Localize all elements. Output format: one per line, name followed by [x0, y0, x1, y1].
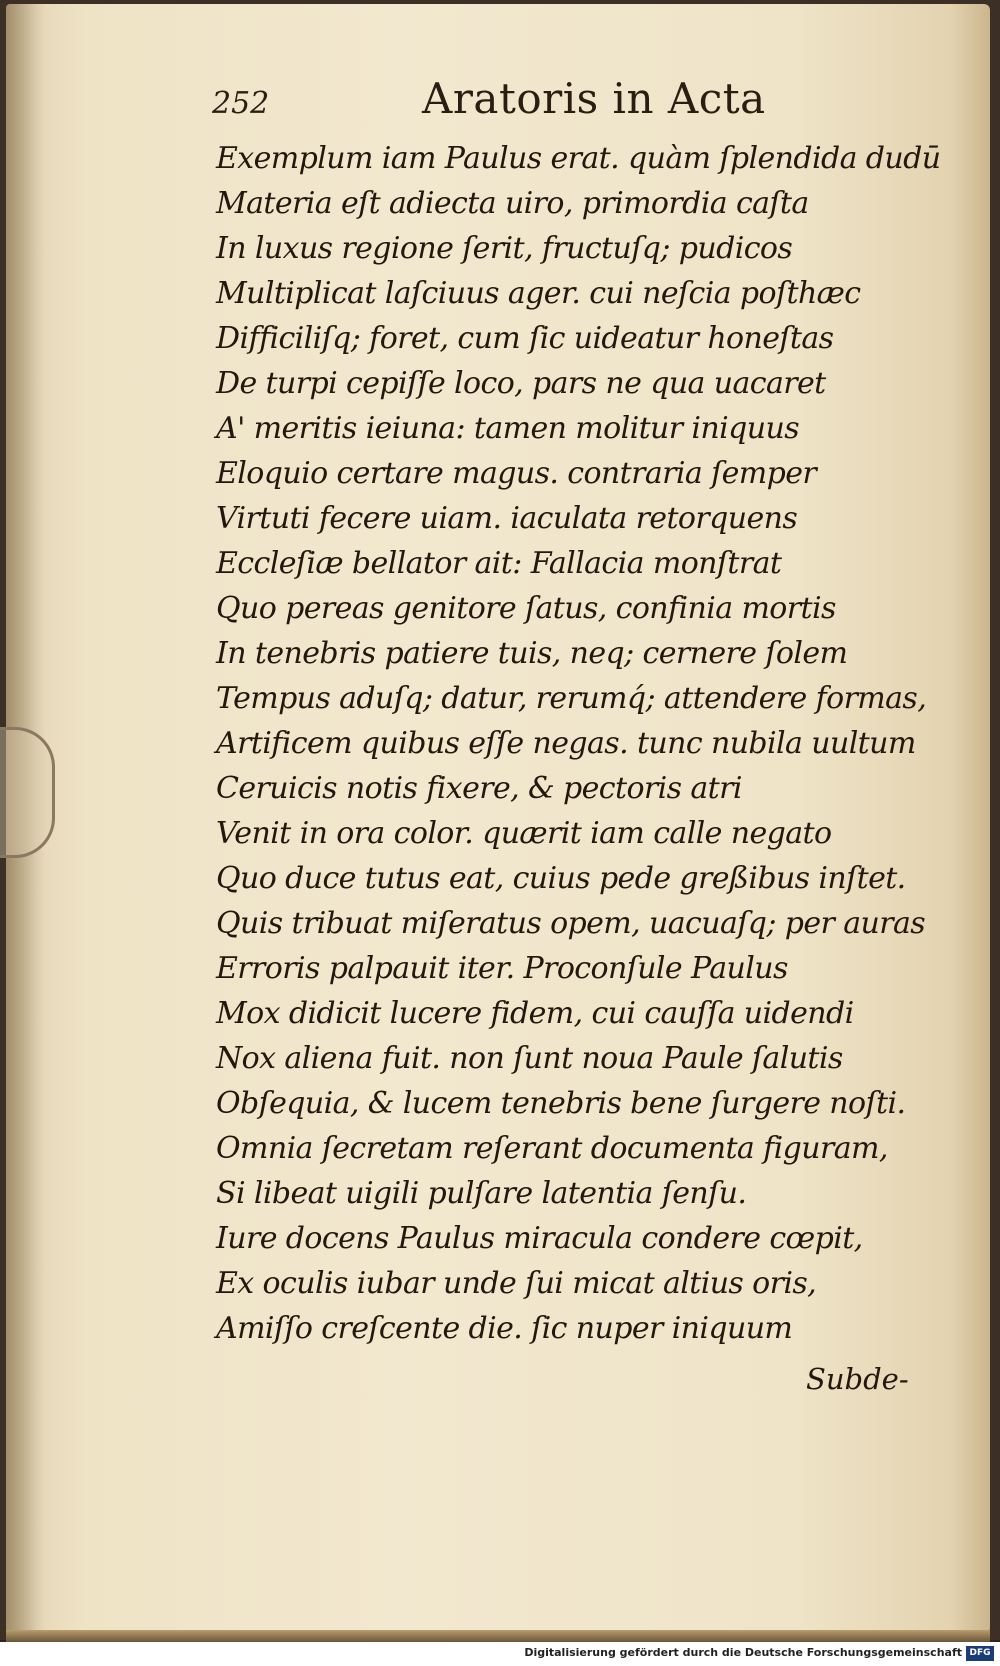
- catchword: Subde-: [806, 1362, 909, 1396]
- verse-line: Obſequia, & lucem tenebris bene ſurgere noſti.: [216, 1086, 906, 1121]
- verse-line: In luxus regione ſerit, fructuſq; pudicos: [216, 231, 793, 266]
- verse-line: Artificem quibus eſſe negas. tunc nubila uultum: [216, 726, 916, 761]
- digitization-footer: [0, 1642, 1000, 1666]
- verse-line: Ex oculis iubar unde ſui micat altius oris,: [216, 1266, 817, 1301]
- verse-line: Exemplum iam Paulus erat. quàm ſplendida dudū: [216, 141, 941, 176]
- verse-line: Iure docens Paulus miracula condere cœpit,: [216, 1221, 863, 1256]
- running-title: Aratoris in Acta: [422, 74, 766, 123]
- verse-line: Quis tribuat miſeratus opem, uacuaſq; per auras: [216, 906, 926, 941]
- verse-line: Erroris palpauit iter. Proconſule Paulus: [216, 951, 788, 986]
- verse-line: Multiplicat laſciuus ager. cui neſcia poſthæc: [216, 276, 861, 311]
- verse-line: Eccleſiæ bellator ait: Fallacia monſtrat: [216, 546, 782, 581]
- verse-line: Tempus aduſq; datur, rerumq́; attendere formas,: [216, 681, 927, 716]
- verse-line: A' meritis ieiuna: tamen molitur iniquus: [216, 411, 799, 446]
- funding-credit: Digitalisierung gefördert durch die Deutsche Forschungsgemeinschaft: [524, 1646, 962, 1659]
- verse-line: Difficiliſq; foret, cum ſic uideatur honeſtas: [216, 321, 834, 356]
- verse-line: Quo pereas genitore ſatus, confinia mortis: [216, 591, 836, 626]
- page-number: 252: [212, 86, 270, 121]
- verse-line: Ceruicis notis fixere, & pectoris atri: [216, 771, 742, 806]
- verse-line: Si libeat uigili pulſare latentia ſenſu.: [216, 1176, 747, 1211]
- verse-line: Venit in ora color. quærit iam calle negato: [216, 816, 832, 851]
- verse-line: Omnia ſecretam reſerant documenta figuram,: [216, 1131, 888, 1166]
- page-bottom-edge: [6, 1630, 990, 1642]
- dfg-logo-icon: DFG: [966, 1646, 994, 1661]
- verse-text: [216, 136, 941, 1351]
- verse-line: Nox aliena fuit. non ſunt noua Paule ſalutis: [216, 1041, 843, 1076]
- verse-line: Eloquio certare magus. contraria ſemper: [216, 456, 817, 491]
- verse-line: Virtuti fecere uiam. iaculata retorquens: [216, 501, 798, 536]
- verse-line: In tenebris patiere tuis, neq; cernere ſolem: [216, 636, 848, 671]
- verse-line: Materia eſt adiecta uiro, primordia caſta: [216, 186, 809, 221]
- verse-line: Amiſſo creſcente die. ſic nuper iniquum: [216, 1311, 793, 1346]
- clasp-outline: [0, 727, 55, 858]
- verse-line: Mox didicit lucere fidem, cui cauſſa uidendi: [216, 996, 854, 1031]
- page-header: [212, 74, 772, 134]
- verse-line: Quo duce tutus eat, cuius pede greßibus inſtet.: [216, 861, 906, 896]
- verse-line: De turpi cepiſſe loco, pars ne qua uacaret: [216, 366, 826, 401]
